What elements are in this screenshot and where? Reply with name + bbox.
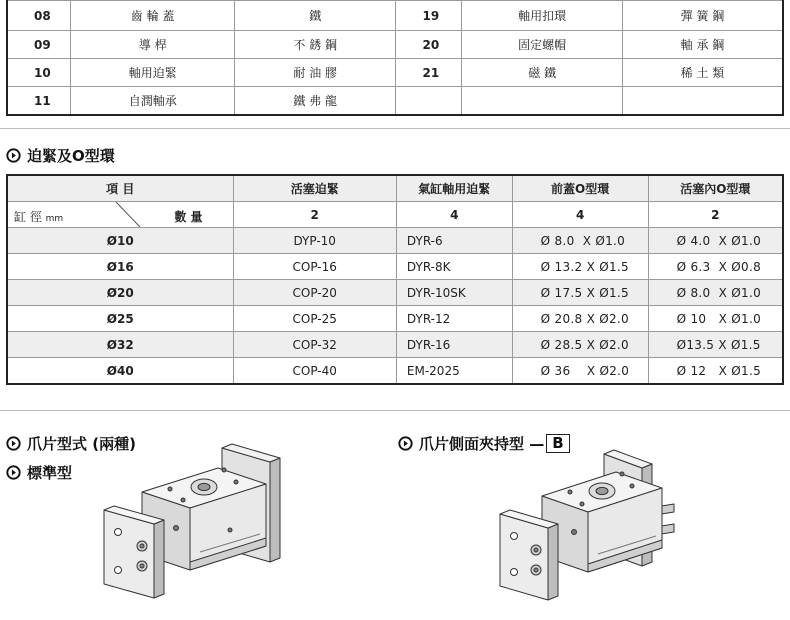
part-name: [462, 87, 623, 116]
circle-arrow-icon: [6, 436, 21, 451]
part-material: 鐵: [234, 1, 396, 31]
seals-title: 迫緊及O型環: [27, 147, 115, 165]
table-row: [7, 228, 783, 254]
piston-inner-oring: Ø 8.0 X Ø1.0: [648, 280, 783, 306]
part-number: 21: [396, 59, 462, 87]
part-name: 固定螺帽: [462, 31, 623, 59]
table-row: [7, 332, 783, 358]
part-material: 耐 油 膠: [234, 59, 396, 87]
table-row: [7, 306, 783, 332]
side-clamp-code-box: B: [546, 434, 569, 453]
piston-seal: COP-25: [233, 306, 396, 332]
front-cover-oring: Ø 36 X Ø2.0: [512, 358, 648, 385]
part-number: 08: [7, 1, 71, 31]
front-cover-oring: Ø 8.0 X Ø1.0: [512, 228, 648, 254]
piston-inner-oring: Ø 6.3 X Ø0.8: [648, 254, 783, 280]
parts-row: [7, 87, 783, 116]
piston-seal: COP-20: [233, 280, 396, 306]
quantity-row: [7, 202, 783, 228]
piston-inner-oring: Ø 12 X Ø1.5: [648, 358, 783, 385]
piston-seal: COP-32: [233, 332, 396, 358]
seals-heading: [6, 145, 115, 166]
bore-label: 缸 徑: [14, 210, 42, 224]
piston-seal: DYP-10: [233, 228, 396, 254]
standard-type-heading: [6, 462, 72, 483]
part-name: 自潤軸承: [71, 87, 235, 116]
table-row: [7, 254, 783, 280]
qty-value: 2: [233, 202, 396, 228]
front-cover-oring: Ø 13.2 X Ø1.5: [512, 254, 648, 280]
header-rod-seal: 氣缸軸用迫緊: [396, 175, 512, 202]
rod-seal: EM-2025: [396, 358, 512, 385]
part-number: 10: [7, 59, 71, 87]
parts-row: [7, 31, 783, 59]
bore-size: Ø20: [7, 280, 233, 306]
part-number: 11: [7, 87, 71, 116]
part-number: [396, 87, 462, 116]
standard-type-label: 標準型: [27, 464, 73, 482]
bore-size: Ø40: [7, 358, 233, 385]
rod-seal: DYR-12: [396, 306, 512, 332]
front-cover-oring: Ø 17.5 X Ø1.5: [512, 280, 648, 306]
side-clamp-label: 爪片側面夾持型 —: [419, 435, 545, 453]
seals-table: [6, 174, 784, 385]
part-material: 鐵 弗 龍: [234, 87, 396, 116]
header-item: 項 目: [7, 175, 233, 202]
part-name: 磁 鐵: [462, 59, 623, 87]
part-name: 導 桿: [71, 31, 235, 59]
jaw-types-title: 爪片型式 (兩種): [27, 435, 136, 453]
piston-seal: COP-40: [233, 358, 396, 385]
qty-value: 2: [648, 202, 783, 228]
table-row: [7, 358, 783, 385]
piston-inner-oring: Ø 10 X Ø1.0: [648, 306, 783, 332]
header-front-cover-oring: 前蓋O型環: [512, 175, 648, 202]
circle-arrow-icon: [6, 465, 21, 480]
standard-gripper-illustration: [100, 440, 300, 620]
part-material: 不 銹 鋼: [234, 31, 396, 59]
bore-size: Ø25: [7, 306, 233, 332]
piston-seal: COP-16: [233, 254, 396, 280]
front-cover-oring: Ø 20.8 X Ø2.0: [512, 306, 648, 332]
rod-seal: DYR-8K: [396, 254, 512, 280]
header-piston-seal: 活塞迫緊: [233, 175, 396, 202]
part-number: 20: [396, 31, 462, 59]
part-name: 齒 輪 蓋: [71, 1, 235, 31]
bore-size: Ø10: [7, 228, 233, 254]
bore-size: Ø32: [7, 332, 233, 358]
parts-row: [7, 1, 783, 31]
rod-seal: DYR-16: [396, 332, 512, 358]
part-name: 軸用迫緊: [71, 59, 235, 87]
bore-size: Ø16: [7, 254, 233, 280]
part-number: 09: [7, 31, 71, 59]
part-material: 稀 土 類: [622, 59, 783, 87]
part-number: 19: [396, 1, 462, 31]
section-divider: [0, 410, 790, 411]
qty-value: 4: [396, 202, 512, 228]
table-header-row: [7, 175, 783, 202]
circle-arrow-icon: [398, 436, 413, 451]
part-material: [622, 87, 783, 116]
front-cover-oring: Ø 28.5 X Ø2.0: [512, 332, 648, 358]
parts-material-table: [6, 0, 784, 116]
quantity-label: 數 量: [174, 210, 203, 224]
section-divider: [0, 128, 790, 129]
parts-row: [7, 59, 783, 87]
circle-arrow-icon: [6, 148, 21, 163]
part-material: 彈 簧 鋼: [622, 1, 783, 31]
part-material: 軸 承 鋼: [622, 31, 783, 59]
rod-seal: DYR-10SK: [396, 280, 512, 306]
side-clamp-gripper-illustration: [492, 440, 692, 620]
header-piston-inner-oring: 活塞內O型環: [648, 175, 783, 202]
table-row: [7, 280, 783, 306]
rod-seal: DYR-6: [396, 228, 512, 254]
bore-quantity-cell: [7, 202, 233, 228]
part-name: 軸用扣環: [462, 1, 623, 31]
piston-inner-oring: Ø13.5 X Ø1.5: [648, 332, 783, 358]
bore-unit: mm: [45, 214, 64, 224]
piston-inner-oring: Ø 4.0 X Ø1.0: [648, 228, 783, 254]
qty-value: 4: [512, 202, 648, 228]
